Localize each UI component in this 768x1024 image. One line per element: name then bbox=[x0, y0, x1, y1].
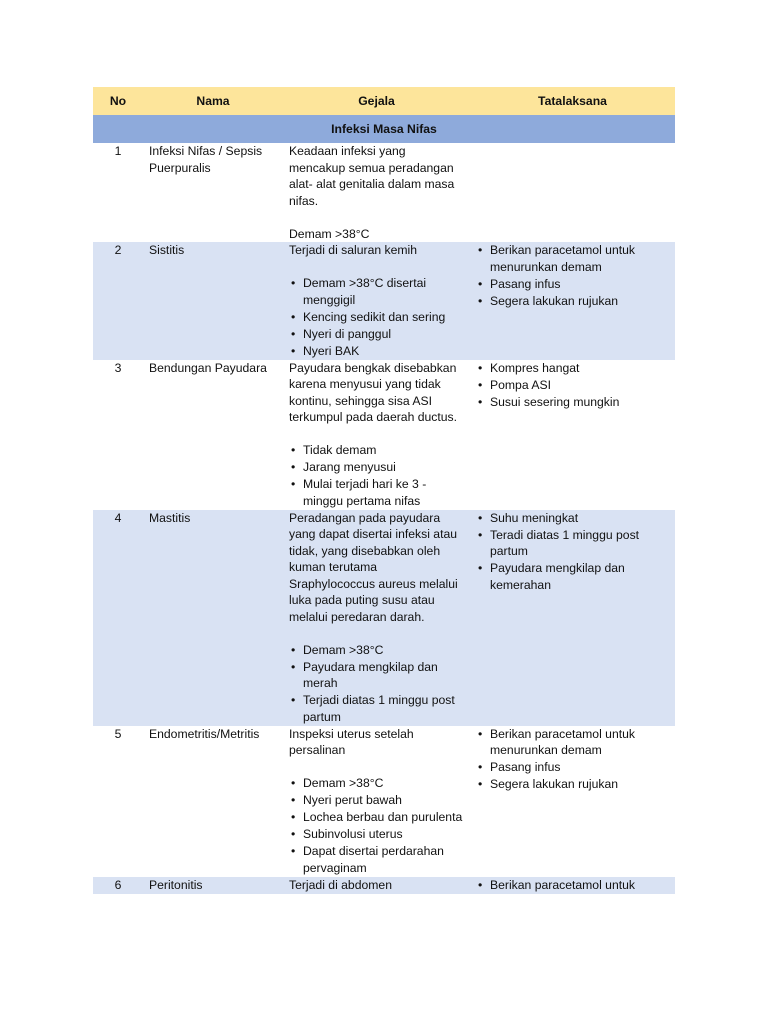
header-tatalaksana: Tatalaksana bbox=[470, 87, 675, 115]
list-item: • Payudara mengkilap dan kemerahan bbox=[476, 560, 671, 593]
row-tatalaksana bbox=[470, 510, 675, 726]
table-row bbox=[93, 242, 675, 360]
gejala-paragraph: Inspeksi uterus setelah persalinan bbox=[289, 726, 414, 757]
section-row bbox=[93, 115, 675, 143]
list-item: • Pasang infus bbox=[476, 276, 671, 293]
tatalaksana-list bbox=[476, 726, 671, 793]
row-no: 2 bbox=[93, 242, 143, 360]
list-item: • Terjadi diatas 1 minggu post partum bbox=[289, 692, 464, 725]
section-title: Infeksi Masa Nifas bbox=[93, 115, 675, 143]
gejala-paragraph: Peradangan pada payudara yang dapat disertai infeksi atau tidak, yang disebabkan oleh kuman terutama Sraphylococcus aureus melalui luka pada puting susu atau melalui peredaran darah. bbox=[289, 510, 458, 624]
gejala-paragraph: Payudara bengkak disebabkan karena menyusui yang tidak kontinu, sehingga sisa ASI terkumpul pada daerah ductus. bbox=[289, 360, 458, 424]
row-no: 5 bbox=[114, 726, 122, 741]
list-item: • Lochea berbau dan purulenta bbox=[289, 809, 464, 826]
header-nama: Nama bbox=[143, 87, 283, 115]
row-nama: Mastitis bbox=[143, 510, 283, 726]
list-item: • Kompres hangat bbox=[476, 360, 671, 377]
gejala-list bbox=[289, 642, 464, 726]
row-tatalaksana bbox=[470, 242, 675, 360]
list-item: • Segera lakukan rujukan bbox=[476, 293, 671, 310]
gejala-paragraph: Demam >38°C bbox=[289, 226, 370, 241]
tatalaksana-list bbox=[476, 360, 671, 411]
row-no: 4 bbox=[93, 510, 143, 726]
infection-table bbox=[93, 87, 675, 894]
row-gejala bbox=[283, 877, 470, 894]
row-no: 3 bbox=[114, 360, 122, 375]
row-gejala bbox=[283, 242, 470, 360]
row-no: 1 bbox=[114, 144, 122, 158]
list-item: • Nyeri BAK bbox=[289, 343, 464, 360]
gejala-list bbox=[289, 275, 464, 359]
list-item: • Berikan paracetamol untuk menurunkan demam bbox=[476, 242, 671, 275]
list-item: • Dapat disertai perdarahan pervaginam bbox=[289, 843, 464, 876]
table-row bbox=[93, 510, 675, 726]
gejala-paragraph: Keadaan infeksi yang mencakup semua peradangan alat- alat genitalia dalam masa nifas. bbox=[289, 144, 455, 208]
list-item: • Nyeri perut bawah bbox=[289, 792, 464, 809]
header-gejala: Gejala bbox=[283, 87, 470, 115]
header-row bbox=[93, 87, 675, 115]
list-item: • Suhu meningkat bbox=[476, 510, 671, 527]
list-item: • Nyeri di panggul bbox=[289, 326, 464, 343]
row-tatalaksana bbox=[470, 143, 675, 242]
row-tatalaksana bbox=[470, 360, 675, 510]
list-item: • Mulai terjadi hari ke 3 - minggu pertama nifas bbox=[289, 476, 464, 509]
row-nama: Infeksi Nifas / Sepsis Puerpuralis bbox=[149, 144, 263, 175]
list-item: • Tidak demam bbox=[289, 442, 464, 459]
list-item: • Demam >38°C bbox=[289, 642, 464, 659]
row-gejala bbox=[283, 726, 470, 877]
row-nama: Peritonitis bbox=[143, 877, 283, 894]
list-item: • Berikan paracetamol untuk menurunkan demam bbox=[476, 726, 671, 759]
row-nama: Bendungan Payudara bbox=[149, 360, 267, 375]
table-row bbox=[93, 143, 675, 242]
row-tatalaksana bbox=[470, 877, 675, 894]
header-no: No bbox=[93, 87, 143, 115]
table-row bbox=[93, 726, 675, 877]
tatalaksana-list bbox=[476, 510, 671, 594]
list-item: • Payudara mengkilap dan merah bbox=[289, 659, 464, 692]
gejala-list bbox=[289, 775, 464, 876]
list-item: • Kencing sedikit dan sering bbox=[289, 309, 464, 326]
table-row bbox=[93, 360, 675, 510]
list-item: • Susui sesering mungkin bbox=[476, 394, 671, 411]
list-item: • Demam >38°C bbox=[289, 775, 464, 792]
gejala-paragraph: Terjadi di saluran kemih bbox=[289, 243, 418, 257]
gejala-list bbox=[289, 442, 464, 509]
list-item: • Berikan paracetamol untuk bbox=[476, 877, 671, 894]
gejala-paragraph: Terjadi di abdomen bbox=[289, 877, 392, 892]
list-item: • Segera lakukan rujukan bbox=[476, 776, 671, 793]
row-gejala bbox=[283, 360, 470, 510]
row-nama: Endometritis/Metritis bbox=[149, 726, 260, 741]
list-item: • Pasang infus bbox=[476, 759, 671, 776]
list-item: • Subinvolusi uterus bbox=[289, 826, 464, 843]
row-tatalaksana bbox=[470, 726, 675, 877]
row-gejala bbox=[283, 143, 470, 242]
tatalaksana-list bbox=[476, 877, 671, 894]
list-item: • Teradi diatas 1 minggu post partum bbox=[476, 527, 671, 560]
row-nama: Sistitis bbox=[143, 242, 283, 360]
list-item: • Demam >38°C disertai menggigil bbox=[289, 275, 464, 308]
row-gejala bbox=[283, 510, 470, 726]
list-item: • Jarang menyusui bbox=[289, 459, 464, 476]
list-item: • Pompa ASI bbox=[476, 377, 671, 394]
table-row bbox=[93, 877, 675, 894]
tatalaksana-list bbox=[476, 242, 671, 309]
row-no: 6 bbox=[93, 877, 143, 894]
